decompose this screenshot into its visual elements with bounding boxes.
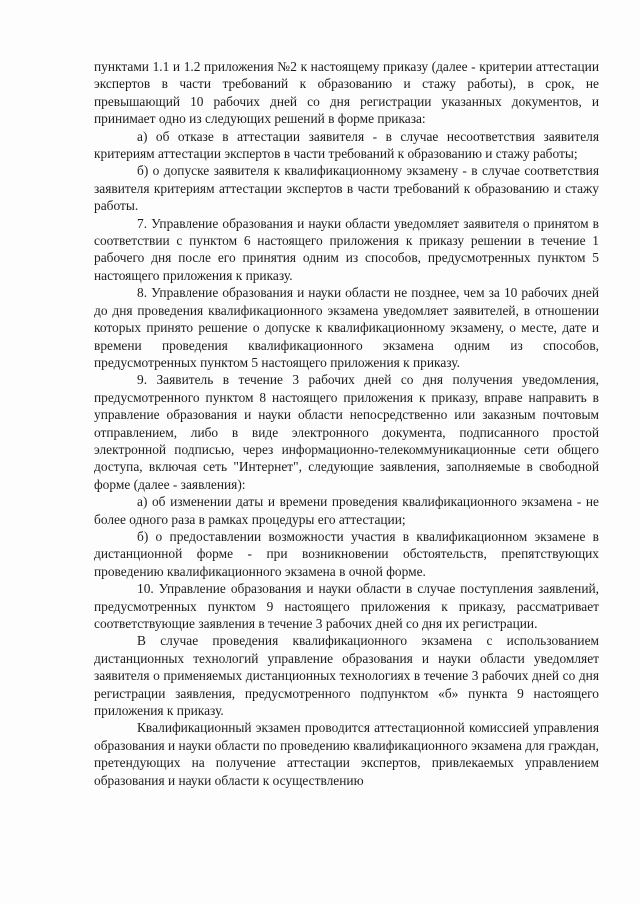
paragraph-exam-commission: Квалификационный экзамен проводится аттестационной комиссией управления образования и науки области по проведению квалификационного экзамена для граждан, претендующих на получение аттестации экспертов, привлекаемых управлением образования и науки области к осуществлению — [94, 720, 599, 788]
document-body — [94, 58, 599, 789]
paragraph-item-7: 7. Управление образования и науки области уведомляет заявителя о принятом в соответствии с пунктом 6 настоящего приложения к приказу решении в течение 1 рабочего дня после его принятия одним из способов, предусмотренных пунктом 5 настоящего приложения к приказу. — [94, 215, 599, 283]
paragraph-item-10: 10. Управление образования и науки области в случае поступления заявлений, предусмотренных пунктом 9 настоящего приложения к приказу, рассматривает соответствующие заявления в течение 3 рабочих дней со дня их регистрации. — [94, 581, 599, 631]
paragraph-item-9-subitem-b: б) о предоставлении возможности участия в квалификационном экзамене в дистанционной форме - при возникновении обстоятельств, препятствующих проведению квалификационного экзамена в очной форме. — [94, 528, 599, 579]
paragraph-subitem-b: б) о допуске заявителя к квалификационному экзамену - в случае соответствия заявителя критериям аттестации экспертов в части требований к образованию и стажу работы. — [94, 163, 599, 214]
paragraph-subitem-a: а) об отказе в аттестации заявителя - в случае несоответствия заявителя критериям аттестации экспертов в части требований к образованию и стажу работы; — [94, 128, 599, 162]
paragraph-item-9-subitem-a: а) об изменении даты и времени проведения квалификационного экзамена - не более одного раза в рамках процедуры его аттестации; — [94, 494, 599, 527]
paragraph-item-8: 8. Управление образования и науки области не позднее, чем за 10 рабочих дней до дня проведения квалификационного экзамена уведомляет заявителей, в отношении которых принято решение о допуске к квалификационному экзамену, о месте, дате и времени проведения квалификационного экзамена одним из способов, предусмотренных пунктом 5 настоящего приложения к приказу. — [94, 285, 599, 370]
paragraph-continuation: пунктами 1.1 и 1.2 приложения №2 к настоящему приказу (далее - критерии аттестации экспертов в части требований к образованию и стажу работы), в срок, не превышающий 10 рабочих дней со дня регистрации указанных документов, и принимает одно из следующих решений в форме приказа: — [94, 59, 599, 127]
paragraph-item-9: 9. Заявитель в течение 3 рабочих дней со дня получения уведомления, предусмотренного пунктом 8 настоящего приложения к приказу, вправе направить в управление образования и науки области непосредственно или заказным почтовым отправлением, либо в виде электронного документа, подписанного простой электронной подписью, через информационно-телекоммуникационные сети общего доступа, включая сеть "Интернет", следующие заявления, заполняемые в свободной форме (далее - заявления): — [94, 372, 599, 492]
paragraph-remote-exam: В случае проведения квалификационного экзамена с использованием дистанционных технологий управление образования и науки области уведомляет заявителя о применяемых дистанционных технологиях в течение 3 рабочих дней со дня регистрации заявления, предусмотренного подпунктом «б» пункта 9 настоящего приложения к приказу. — [94, 633, 599, 719]
